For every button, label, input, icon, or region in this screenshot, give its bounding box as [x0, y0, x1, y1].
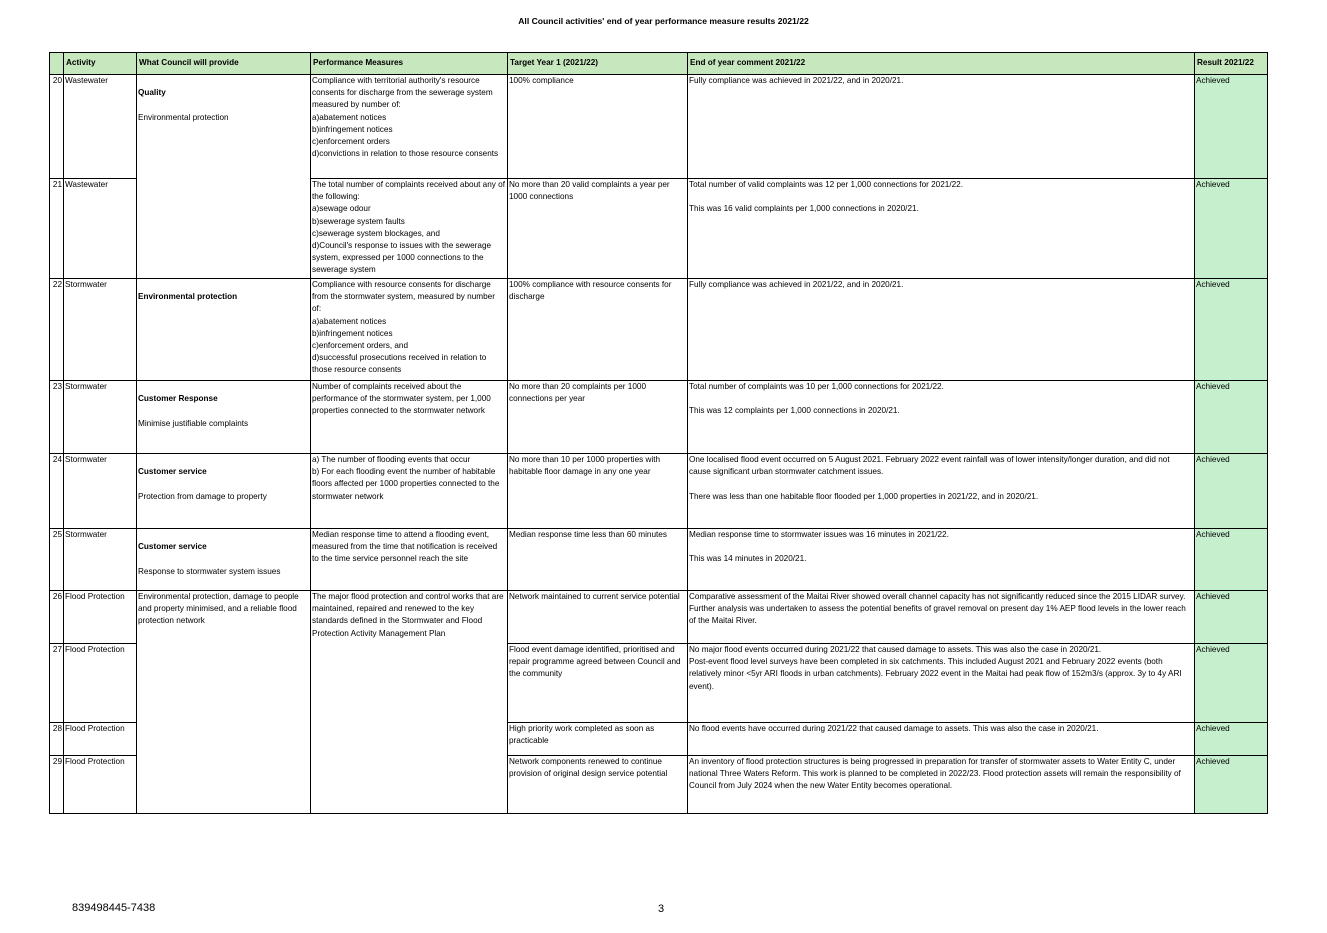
comment-cell: Median response time to stormwater issues was 16 minutes in 2021/22. This was 14 minutes in 2020/21.: [688, 529, 1195, 591]
comment-cell: No flood events have occurred during 2021/22 that caused damage to assets. This was also the case in 2020/21.: [688, 723, 1195, 756]
row-number: 27: [50, 644, 64, 723]
provide-cell: Environmental protection, damage to people and property minimised, and a reliable flood protection network: [137, 591, 311, 814]
provide-cell: [137, 529, 311, 591]
header-measures: Performance Measures: [311, 53, 508, 75]
row-number: 24: [50, 454, 64, 529]
result-cell: Achieved: [1195, 179, 1268, 279]
comment-cell: One localised flood event occurred on 5 August 2021. February 2022 event rainfall was of lower intensity/longer duration, and did not cause significant urban stormwater catchment issues. There was less than one habitable floor flooded per 1,000 properties in 2021/22, and in 2020/21.: [688, 454, 1195, 529]
header-result: Result 2021/22: [1195, 53, 1268, 75]
result-cell: Achieved: [1195, 644, 1268, 723]
measure-cell: Median response time to attend a flooding event, measured from the time that notification is received to the time service personnel reach the site: [311, 529, 508, 591]
provide-subtitle: Environmental protection: [138, 112, 229, 122]
table-row: [50, 454, 1268, 529]
row-number: 26: [50, 591, 64, 644]
provide-cell: [137, 454, 311, 529]
page-number: 3: [658, 903, 665, 915]
table-row: [50, 75, 1268, 179]
target-cell: Network maintained to current service potential: [508, 591, 688, 644]
provide-title: Environmental protection: [138, 292, 238, 302]
header-activity: Activity: [64, 53, 137, 75]
provide-subtitle: Protection from damage to property: [138, 491, 267, 501]
measure-cell: The total number of complaints received about any of the following: a)sewage odour b)sewerage system faults c)sewerage system blockages, and d)Council's response to issues with the sewerage system, expressed per 1000 connections to the sewerage system: [311, 179, 508, 279]
comment-cell: No major flood events occurred during 2021/22 that caused damage to assets. This was also the case in 2020/21. Post-event flood level surveys have been completed in six catchments. This included August 2021 and February 2022 events (both relatively minor <5yr ARI floods in urban catchments). February 2022 event in the Maitai had peak flow of 152m3/s (approx. 3y to 4y ARI event).: [688, 644, 1195, 723]
activity-cell: Flood Protection: [64, 644, 137, 723]
document-id: 839498445-7438: [72, 902, 156, 914]
row-number: 21: [50, 179, 64, 279]
row-number: 29: [50, 756, 64, 814]
target-cell: 100% compliance with resource consents for discharge: [508, 279, 688, 381]
table-header-row: [50, 53, 1268, 75]
measure-cell: Number of complaints received about the performance of the stormwater system, per 1,000 properties connected to the stormwater network: [311, 381, 508, 454]
target-cell: High priority work completed as soon as practicable: [508, 723, 688, 756]
result-cell: Achieved: [1195, 381, 1268, 454]
comment-cell: Fully compliance was achieved in 2021/22, and in 2020/21.: [688, 75, 1195, 179]
performance-table: [49, 52, 1268, 814]
header-comment: End of year comment 2021/22: [688, 53, 1195, 75]
target-cell: Median response time less than 60 minutes: [508, 529, 688, 591]
activity-cell: Stormwater: [64, 454, 137, 529]
activity-cell: Flood Protection: [64, 723, 137, 756]
result-cell: Achieved: [1195, 529, 1268, 591]
activity-cell: Flood Protection: [64, 756, 137, 814]
row-number: 28: [50, 723, 64, 756]
comment-cell: Comparative assessment of the Maitai River showed overall channel capacity has not significantly reduced since the 2015 LIDAR survey. Further analysis was undertaken to assess the potential benefits of gravel removal on present day 1% AEP flood levels in the lower reach of the Maitai River.: [688, 591, 1195, 644]
header-num: [50, 53, 64, 75]
provide-subtitle: Minimise justifiable complaints: [138, 418, 249, 428]
measure-cell: Compliance with territorial authority's resource consents for discharge from the sewerage system measured by number of: a)abatement notices b)infringement notices c)enforcement orders d)convictions in relation to those resource consents: [311, 75, 508, 179]
table-row: [50, 279, 1268, 381]
activity-cell: Wastewater: [64, 75, 137, 179]
provide-title: Quality: [138, 88, 166, 98]
activity-cell: Stormwater: [64, 381, 137, 454]
provide-subtitle: Response to stormwater system issues: [138, 566, 281, 576]
activity-cell: Stormwater: [64, 279, 137, 381]
provide-title: Customer service: [138, 467, 207, 477]
measure-cell: The major flood protection and control works that are maintained, repaired and renewed to the key standards defined in the Stormwater and Flood Protection Activity Management Plan: [311, 591, 508, 814]
result-cell: Achieved: [1195, 756, 1268, 814]
table-row: [50, 529, 1268, 591]
table-row: [50, 591, 1268, 644]
comment-cell: Total number of complaints was 10 per 1,000 connections for 2021/22. This was 12 complaints per 1,000 connections in 2020/21.: [688, 381, 1195, 454]
target-cell: No more than 20 complaints per 1000 connections per year: [508, 381, 688, 454]
measure-cell: Compliance with resource consents for discharge from the stormwater system, measured by number of: a)abatement notices b)infringement notices c)enforcement orders, and d)successful prosecutions received in relation to those resource consents: [311, 279, 508, 381]
target-cell: No more than 10 per 1000 properties with habitable floor damage in any one year: [508, 454, 688, 529]
measure-cell: a) The number of flooding events that occur b) For each flooding event the number of habitable floors affected per 1000 properties connected to the stormwater network: [311, 454, 508, 529]
header-provide: What Council will provide: [137, 53, 311, 75]
document-title: All Council activities' end of year performance measure results 2021/22: [518, 16, 809, 26]
comment-cell: Total number of valid complaints was 12 per 1,000 connections for 2021/22. This was 16 valid complaints per 1,000 connections in 2020/21.: [688, 179, 1195, 279]
provide-title: Customer service: [138, 542, 207, 552]
row-number: 20: [50, 75, 64, 179]
result-cell: Achieved: [1195, 279, 1268, 381]
target-cell: 100% compliance: [508, 75, 688, 179]
row-number: 25: [50, 529, 64, 591]
table-row: [50, 381, 1268, 454]
header-target: Target Year 1 (2021/22): [508, 53, 688, 75]
target-cell: No more than 20 valid complaints a year per 1000 connections: [508, 179, 688, 279]
provide-cell: [137, 75, 311, 279]
provide-cell: [137, 279, 311, 381]
row-number: 23: [50, 381, 64, 454]
target-cell: Flood event damage identified, prioritised and repair programme agreed between Council and the community: [508, 644, 688, 723]
comment-cell: Fully compliance was achieved in 2021/22, and in 2020/21.: [688, 279, 1195, 381]
activity-cell: Flood Protection: [64, 591, 137, 644]
provide-title: Customer Response: [138, 394, 218, 404]
result-cell: Achieved: [1195, 75, 1268, 179]
result-cell: Achieved: [1195, 723, 1268, 756]
activity-cell: Wastewater: [64, 179, 137, 279]
comment-cell: An inventory of flood protection structures is being progressed in preparation for transfer of stormwater assets to Water Entity C, under national Three Waters Reform. This work is planned to be completed in 2022/23. Flood protection assets will remain the responsibility of Council from July 2024 when the new Water Entity becomes operational.: [688, 756, 1195, 814]
provide-cell: [137, 381, 311, 454]
result-cell: Achieved: [1195, 591, 1268, 644]
row-number: 22: [50, 279, 64, 381]
result-cell: Achieved: [1195, 454, 1268, 529]
target-cell: Network components renewed to continue provision of original design service potential: [508, 756, 688, 814]
activity-cell: Stormwater: [64, 529, 137, 591]
